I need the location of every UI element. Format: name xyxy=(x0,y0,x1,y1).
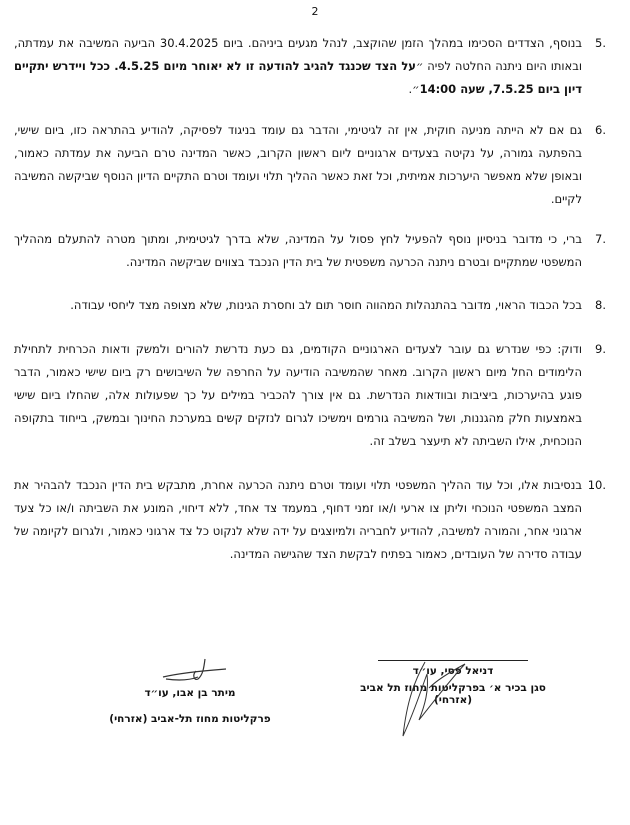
signature-right-icon xyxy=(395,660,475,740)
paragraph-text: ברי, כי מדובר בניסיון נוסף להפעיל לחץ פסול על המדינה, שלא בדרך לגיטימית, ומתוך מטרה להתעלם מההליך המשפטי שמתקיים ובטרם ניתנה הכרעה משפטית של בית הדין הנכבד בצווים שביקשה המדינה. xyxy=(14,232,582,269)
paragraph-text: בכל הכבוד הראוי, מדובר בהתנהלות המהווה חוסר תום לב וחסרת הגינות, שלא מצופה מצד ליחסי עבודה. xyxy=(70,298,582,312)
signer-name: מיתר בן אבו, עו״ד xyxy=(144,687,236,699)
paragraph-9 xyxy=(14,338,612,453)
signer-title: סגן בכיר א׳ בפרקליטות מחוז תל אביב (אזרחי) xyxy=(360,682,546,706)
paragraph-text: ודוק: כפי שנדרש גם עובר לצעדים הארגוניים הקודמים, גם כעת נדרשת להורים ולמשק ודאות הכרחית לתחילת הלימודים החל מיום ראשון הקרוב. מאחר שהמשיבה הודיעה על החרפה של השיבושים רק ביום שישי כאמור, הדבר פוגע בהיערכות, ביציבות ובוודאות הנדרשת. גם אין צורך להכביר במילים על כך שפעולות אלה, שהחלו ביום שישי באמצעות חלק מהגננות, ושל המשיבה גורמים וימשיכו לגרום לנזקים קשים במערכת החינוך ובמשק, בייחוד בתקופה הנוכחית, אילו השביתה לא תיעצר בשלב זה. xyxy=(14,342,582,448)
paragraph-5 xyxy=(14,32,612,101)
paragraph-text: בנסיבות אלו, וכל עוד ההליך המשפטי תלוי ועומד וטרם ניתנה הכרעה אחרת, מתבקש בית הדין הנכבד להבהיר את המצב המשפטי הנוכחי וליתן צו ארעי ו/או זמני דחוף, במעמד צד אחד, ללא דיחוי, המונע את השביתה ו/או כל צעד ארגוני אחר, והמורה למשיבה, להודיע לחבריה ולמיוצגים על ידה שלא לנקוט כל צד ארגוני כאמור, ולגרום לקיומה של עבודה סדירה של העובדים, כאמור בפתיח לבקשת הצד שהגישה המדינה. xyxy=(14,478,582,561)
paragraph-number: 6. xyxy=(595,123,606,137)
court-decision-quote: על הצד שכנגד להגיב להודעה זו לא יאוחר מיום 4.5.25. ככל ויידרש יתקיים דיון ביום 7.5.25, שעה 14:00 xyxy=(14,59,582,96)
paragraph-number: 9. xyxy=(595,342,606,356)
paragraph-number: 7. xyxy=(595,232,606,246)
paragraph-number: 8. xyxy=(595,298,606,312)
page-number: 2 xyxy=(311,5,319,18)
paragraph-text-end: ״. xyxy=(408,82,420,96)
paragraph-8 xyxy=(14,294,612,317)
signature-block-left xyxy=(105,655,275,725)
signer-title: פרקליטות מחוז תל-אביב (אזרחי) xyxy=(109,713,271,725)
paragraph-10 xyxy=(14,474,612,566)
paragraph-7 xyxy=(14,228,612,274)
paragraph-number: 10. xyxy=(587,478,606,492)
paragraph-number: 5. xyxy=(595,36,606,50)
document-body xyxy=(14,32,612,566)
paragraph-text: בנוסף, הצדדים הסכימו במהלך הזמן שהוקצב, לנהל מגעים ביניהם. ביום 30.4.2025 הביעה המשיבה את עמדתה, ובאותו היום ניתנה החלטה לפיה ״ xyxy=(14,36,582,73)
paragraph-text: גם אם לא הייתה מניעה חוקית, אין זה לגיטימי, והדבר גם עומד בניגוד לפסיקה, להודיע בהתראה כזו, ביום שישי, בהפתעה גמורה, על נקיטה בצעדים ארגוניים ליום ראשון הקרוב, כאשר המדינה טרם הביעה את עמדתה כאמור, ובאופן שלא מאפשר היערכות אמיתית, וכל זאת כאשר ההליך תלוי ועומד וטרם התקיים הדיון הנוסף שביקשה המשיבה לקיים. xyxy=(14,123,582,206)
signer-name: דניאל פסי, עו״ד xyxy=(412,665,494,677)
paragraph-6 xyxy=(14,119,612,211)
